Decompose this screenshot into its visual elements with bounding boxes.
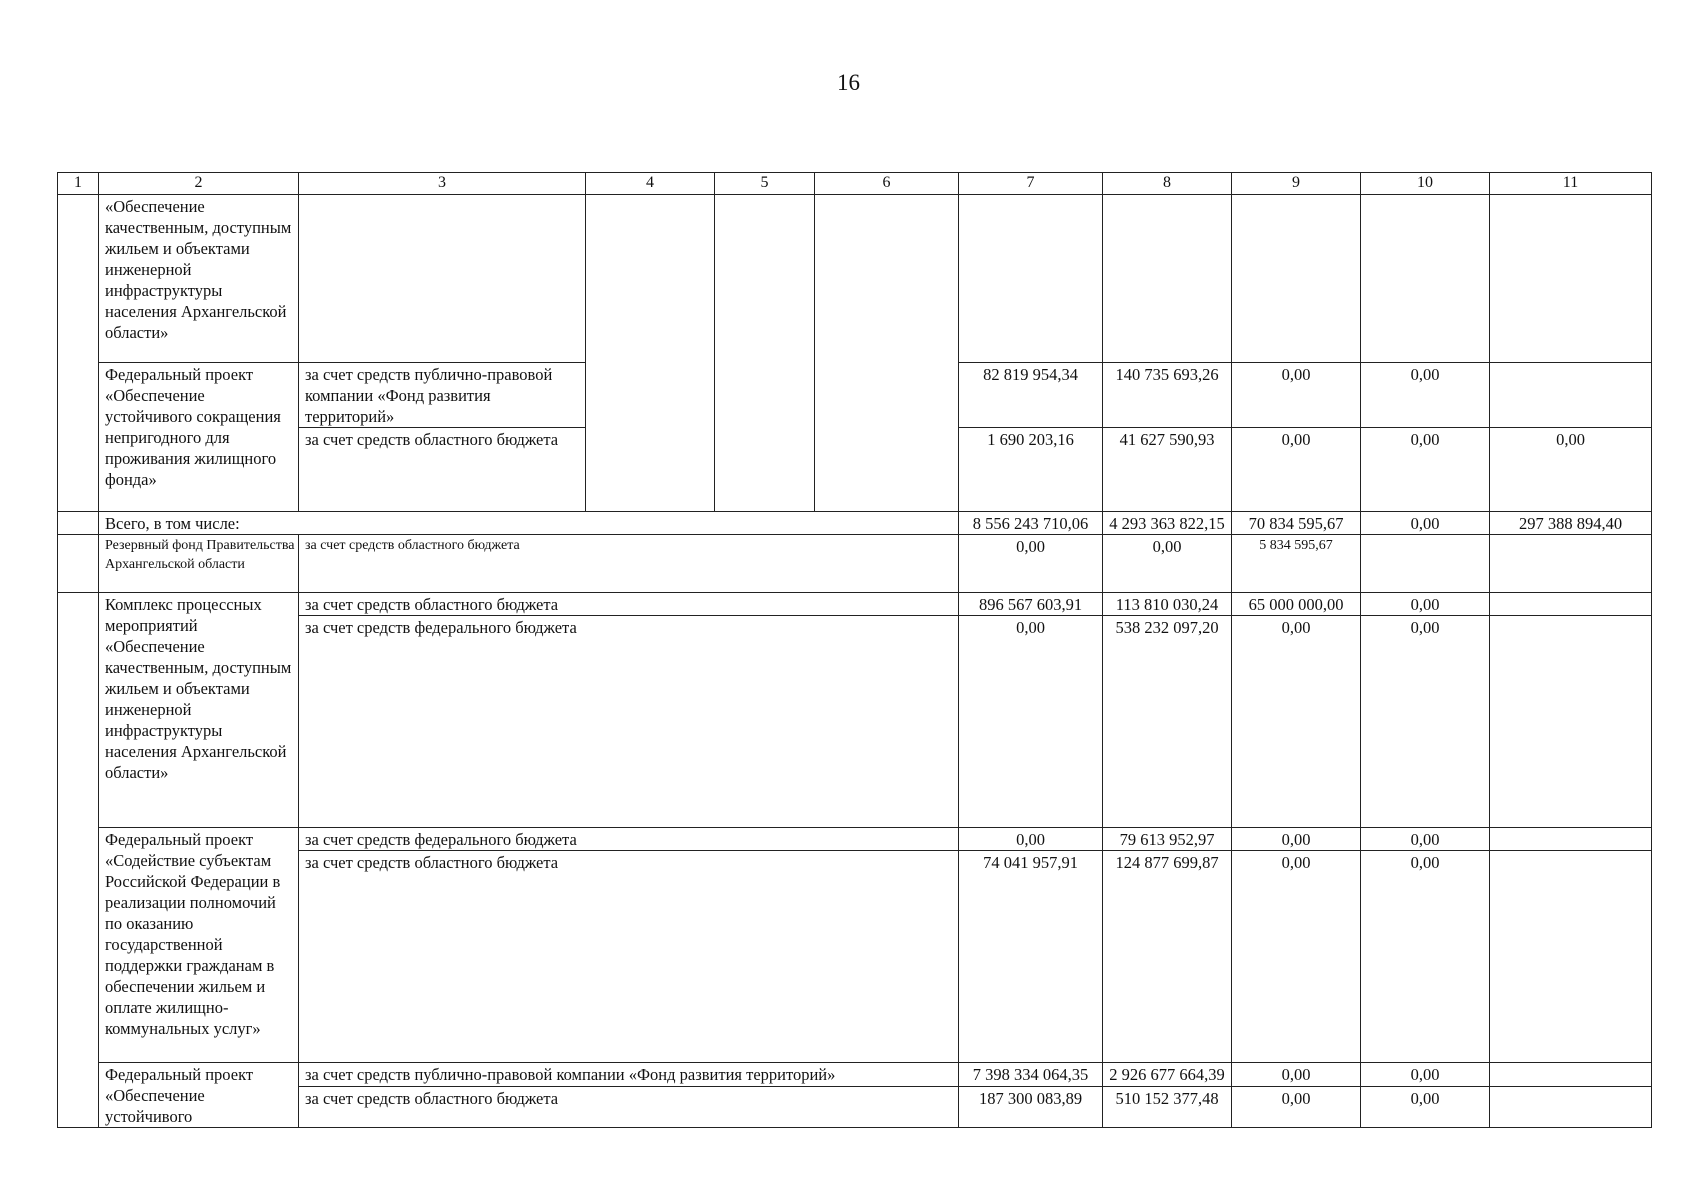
value-col10: 0,00 — [1361, 1063, 1490, 1087]
cell — [586, 195, 715, 512]
funding-source: за счет средств областного бюджета — [299, 1086, 959, 1127]
reserve-fund-name: Резервный фонд Правительства Архангельской области — [99, 535, 299, 593]
value-col10: 0,00 — [1361, 593, 1490, 616]
table-row — [58, 593, 1652, 616]
value-col11: 297 388 894,40 — [1490, 512, 1652, 535]
value-col7: 74 041 957,91 — [959, 851, 1103, 1063]
value-col7: 0,00 — [959, 535, 1103, 593]
col-header: 4 — [586, 173, 715, 195]
funding-source: за счет средств публично-правовой компании «Фонд развития территорий» — [299, 363, 586, 428]
project-name: Федеральный проект «Содействие субъектам Российской Федерации в реализации полномочий по оказанию государственной поддержки гражданам в обеспечении жильем и оплате жилищно-коммунальных услуг» — [99, 828, 299, 1063]
value-col8: 538 232 097,20 — [1103, 616, 1232, 828]
col-header: 6 — [815, 173, 959, 195]
cell — [715, 195, 815, 512]
cell — [299, 195, 586, 363]
funding-source: за счет средств областного бюджета — [299, 593, 959, 616]
col-header: 3 — [299, 173, 586, 195]
project-name: Федеральный проект «Обеспечение устойчивого — [99, 1063, 299, 1128]
value-col7: 0,00 — [959, 828, 1103, 851]
value-col10: 0,00 — [1361, 851, 1490, 1063]
value-col11: 0,00 — [1490, 428, 1652, 512]
value-col9: 70 834 595,67 — [1232, 512, 1361, 535]
budget-table — [57, 172, 1652, 1128]
program-name: «Обеспечение качественным, доступным жильем и объектами инженерной инфраструктуры населения Архангельской области» — [99, 195, 299, 363]
table-row — [58, 1063, 1652, 1087]
value-col9: 65 000 000,00 — [1232, 593, 1361, 616]
value-col7: 896 567 603,91 — [959, 593, 1103, 616]
value-col7: 7 398 334 064,35 — [959, 1063, 1103, 1087]
funding-source: за счет средств областного бюджета — [299, 535, 959, 593]
col-header: 2 — [99, 173, 299, 195]
value-col7: 0,00 — [959, 616, 1103, 828]
cell — [1490, 1063, 1652, 1087]
cell — [1490, 1086, 1652, 1127]
cell — [815, 195, 959, 512]
value-col10: 0,00 — [1361, 363, 1490, 428]
cell — [1361, 195, 1490, 363]
value-col7: 82 819 954,34 — [959, 363, 1103, 428]
funding-source: за счет средств федерального бюджета — [299, 616, 959, 828]
value-col8: 124 877 699,87 — [1103, 851, 1232, 1063]
cell — [1490, 593, 1652, 616]
value-col9: 0,00 — [1232, 428, 1361, 512]
col-header: 11 — [1490, 173, 1652, 195]
value-col8: 113 810 030,24 — [1103, 593, 1232, 616]
col-header: 8 — [1103, 173, 1232, 195]
cell — [1490, 535, 1652, 593]
value-col10: 0,00 — [1361, 512, 1490, 535]
project-name: Федеральный проект «Обеспечение устойчивого сокращения непригодного для проживания жилищного фонда» — [99, 363, 299, 512]
cell — [1232, 195, 1361, 363]
funding-source: за счет средств публично-правовой компании «Фонд развития территорий» — [299, 1063, 959, 1087]
page-number: 16 — [837, 70, 860, 95]
value-col10: 0,00 — [1361, 428, 1490, 512]
value-col9: 0,00 — [1232, 616, 1361, 828]
cell — [58, 593, 99, 1128]
funding-source: за счет средств областного бюджета — [299, 851, 959, 1063]
value-col10: 0,00 — [1361, 1086, 1490, 1127]
complex-name: Комплекс процессных мероприятий «Обеспечение качественным, доступным жильем и объектами инженерной инфраструктуры населения Архангельской области» — [99, 593, 299, 828]
value-col9: 5 834 595,67 — [1232, 535, 1361, 593]
col-header: 10 — [1361, 173, 1490, 195]
value-col8: 4 293 363 822,15 — [1103, 512, 1232, 535]
cell — [1490, 616, 1652, 828]
table-row — [58, 535, 1652, 593]
header-row — [58, 173, 1652, 195]
cell — [1490, 195, 1652, 363]
value-col9: 0,00 — [1232, 828, 1361, 851]
table-row — [58, 195, 1652, 363]
funding-source: за счет средств областного бюджета — [299, 428, 586, 512]
value-col8: 2 926 677 664,39 — [1103, 1063, 1232, 1087]
cell — [959, 195, 1103, 363]
cell — [58, 512, 99, 535]
value-col9: 0,00 — [1232, 363, 1361, 428]
cell — [1490, 851, 1652, 1063]
value-col8: 0,00 — [1103, 535, 1232, 593]
cell — [1103, 195, 1232, 363]
col-header: 9 — [1232, 173, 1361, 195]
table-row — [58, 828, 1652, 851]
cell — [58, 535, 99, 593]
value-col7: 187 300 083,89 — [959, 1086, 1103, 1127]
funding-source: за счет средств федерального бюджета — [299, 828, 959, 851]
cell — [1361, 535, 1490, 593]
col-header: 5 — [715, 173, 815, 195]
cell — [58, 195, 99, 512]
total-label: Всего, в том числе: — [99, 512, 959, 535]
value-col8: 140 735 693,26 — [1103, 363, 1232, 428]
value-col7: 1 690 203,16 — [959, 428, 1103, 512]
value-col8: 41 627 590,93 — [1103, 428, 1232, 512]
value-col10: 0,00 — [1361, 828, 1490, 851]
value-col9: 0,00 — [1232, 851, 1361, 1063]
value-col10: 0,00 — [1361, 616, 1490, 828]
value-col9: 0,00 — [1232, 1063, 1361, 1087]
col-header: 1 — [58, 173, 99, 195]
value-col8: 79 613 952,97 — [1103, 828, 1232, 851]
cell — [1490, 828, 1652, 851]
value-col8: 510 152 377,48 — [1103, 1086, 1232, 1127]
value-col9: 0,00 — [1232, 1086, 1361, 1127]
cell — [1490, 363, 1652, 428]
value-col7: 8 556 243 710,06 — [959, 512, 1103, 535]
col-header: 7 — [959, 173, 1103, 195]
total-row — [58, 512, 1652, 535]
